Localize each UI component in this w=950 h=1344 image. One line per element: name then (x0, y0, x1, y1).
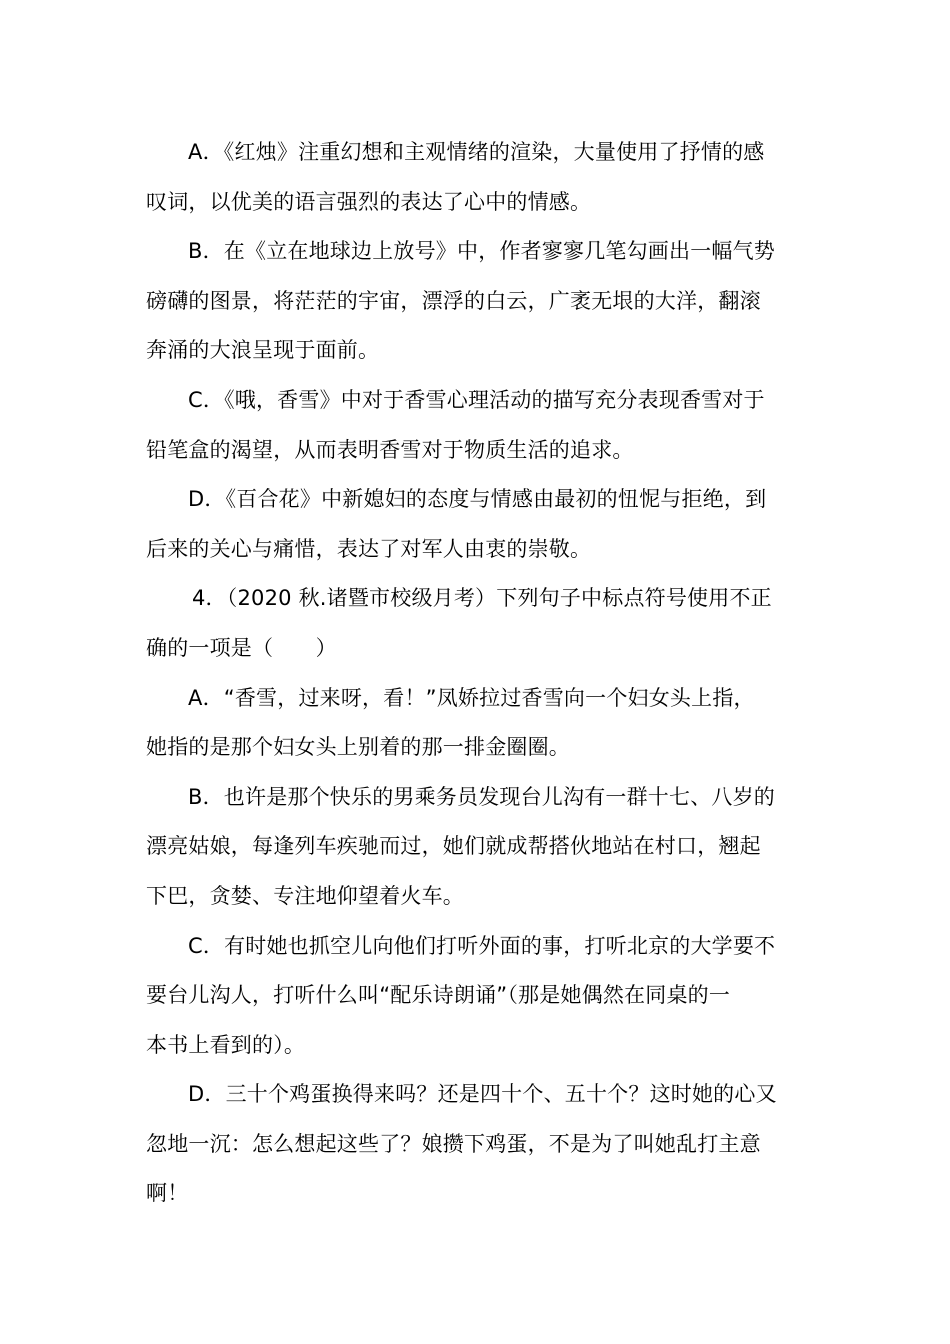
option-4c (146, 922, 806, 1071)
text-line: 本书上看到的）。 (146, 1032, 306, 1057)
text-line: C．有时她也抓空儿向他们打听外面的事，打听北京的大学要不 (188, 933, 776, 958)
text-line: D．三十个鸡蛋换得来吗？还是四十个、五十个？这时她的心又 (188, 1082, 777, 1107)
text-line: B．也许是那个快乐的男乘务员发现台儿沟有一群十七、八岁的 (188, 784, 776, 809)
text-line: 她指的是那个妇女头上别着的那一排金圈圈。 (146, 735, 570, 760)
text-line: 奔涌的大浪呈现于面前。 (146, 338, 380, 363)
text-line: 4．（2020 秋.诸暨市校级月考）下列句子中标点符号使用不正 (192, 586, 772, 611)
text-line: 忽地一沉：怎么想起这些了？娘攒下鸡蛋，不是为了叫她乱打主意 (146, 1131, 761, 1156)
option-4a (146, 674, 806, 773)
text-line: 下巴，贪婪、专注地仰望着火车。 (146, 883, 464, 908)
text-line: 磅礴的图景，将茫茫的宇宙，漂浮的白云，广袤无垠的大洋，翻滚 (146, 288, 761, 313)
text-line: C．《哦，香雪》中对于香雪心理活动的描写充分表现香雪对于 (188, 387, 765, 412)
option-4b (146, 773, 806, 922)
question-4 (146, 574, 806, 673)
text-line: B．在《立在地球边上放号》中，作者寥寥几笔勾画出一幅气势 (188, 239, 776, 264)
text-line: D．《百合花》中新媳妇的态度与情感由最初的忸怩与拒绝，到 (188, 487, 767, 512)
text-line: 铅笔盒的渴望，从而表明香雪对于物质生活的追求。 (146, 437, 634, 462)
text-line: 确的一项是（ ） (146, 635, 337, 660)
text-line: 啊！ (146, 1181, 189, 1206)
text-line: 叹词，以优美的语言强烈的表达了心中的情感。 (146, 189, 592, 214)
option-3c (146, 376, 806, 475)
text-line: A．《红烛》注重幻想和主观情绪的渲染，大量使用了抒情的感 (188, 140, 765, 164)
option-3a (146, 128, 806, 227)
option-4d (146, 1070, 806, 1219)
text-line: A．“香雪，过来呀，看！”凤娇拉过香雪向一个妇女头上指， (188, 685, 755, 710)
option-3d (146, 475, 806, 574)
document-body (146, 128, 806, 1219)
text-line: 要台儿沟人，打听什么叫“配乐诗朗诵”（那是她偶然在同桌的一 (146, 983, 731, 1008)
text-line: 漂亮姑娘，每逢列车疾驰而过，她们就成帮搭伙地站在村口，翘起 (146, 834, 761, 859)
option-3b (146, 227, 806, 376)
text-line: 后来的关心与痛惜，表达了对军人由衷的崇敬。 (146, 536, 592, 561)
